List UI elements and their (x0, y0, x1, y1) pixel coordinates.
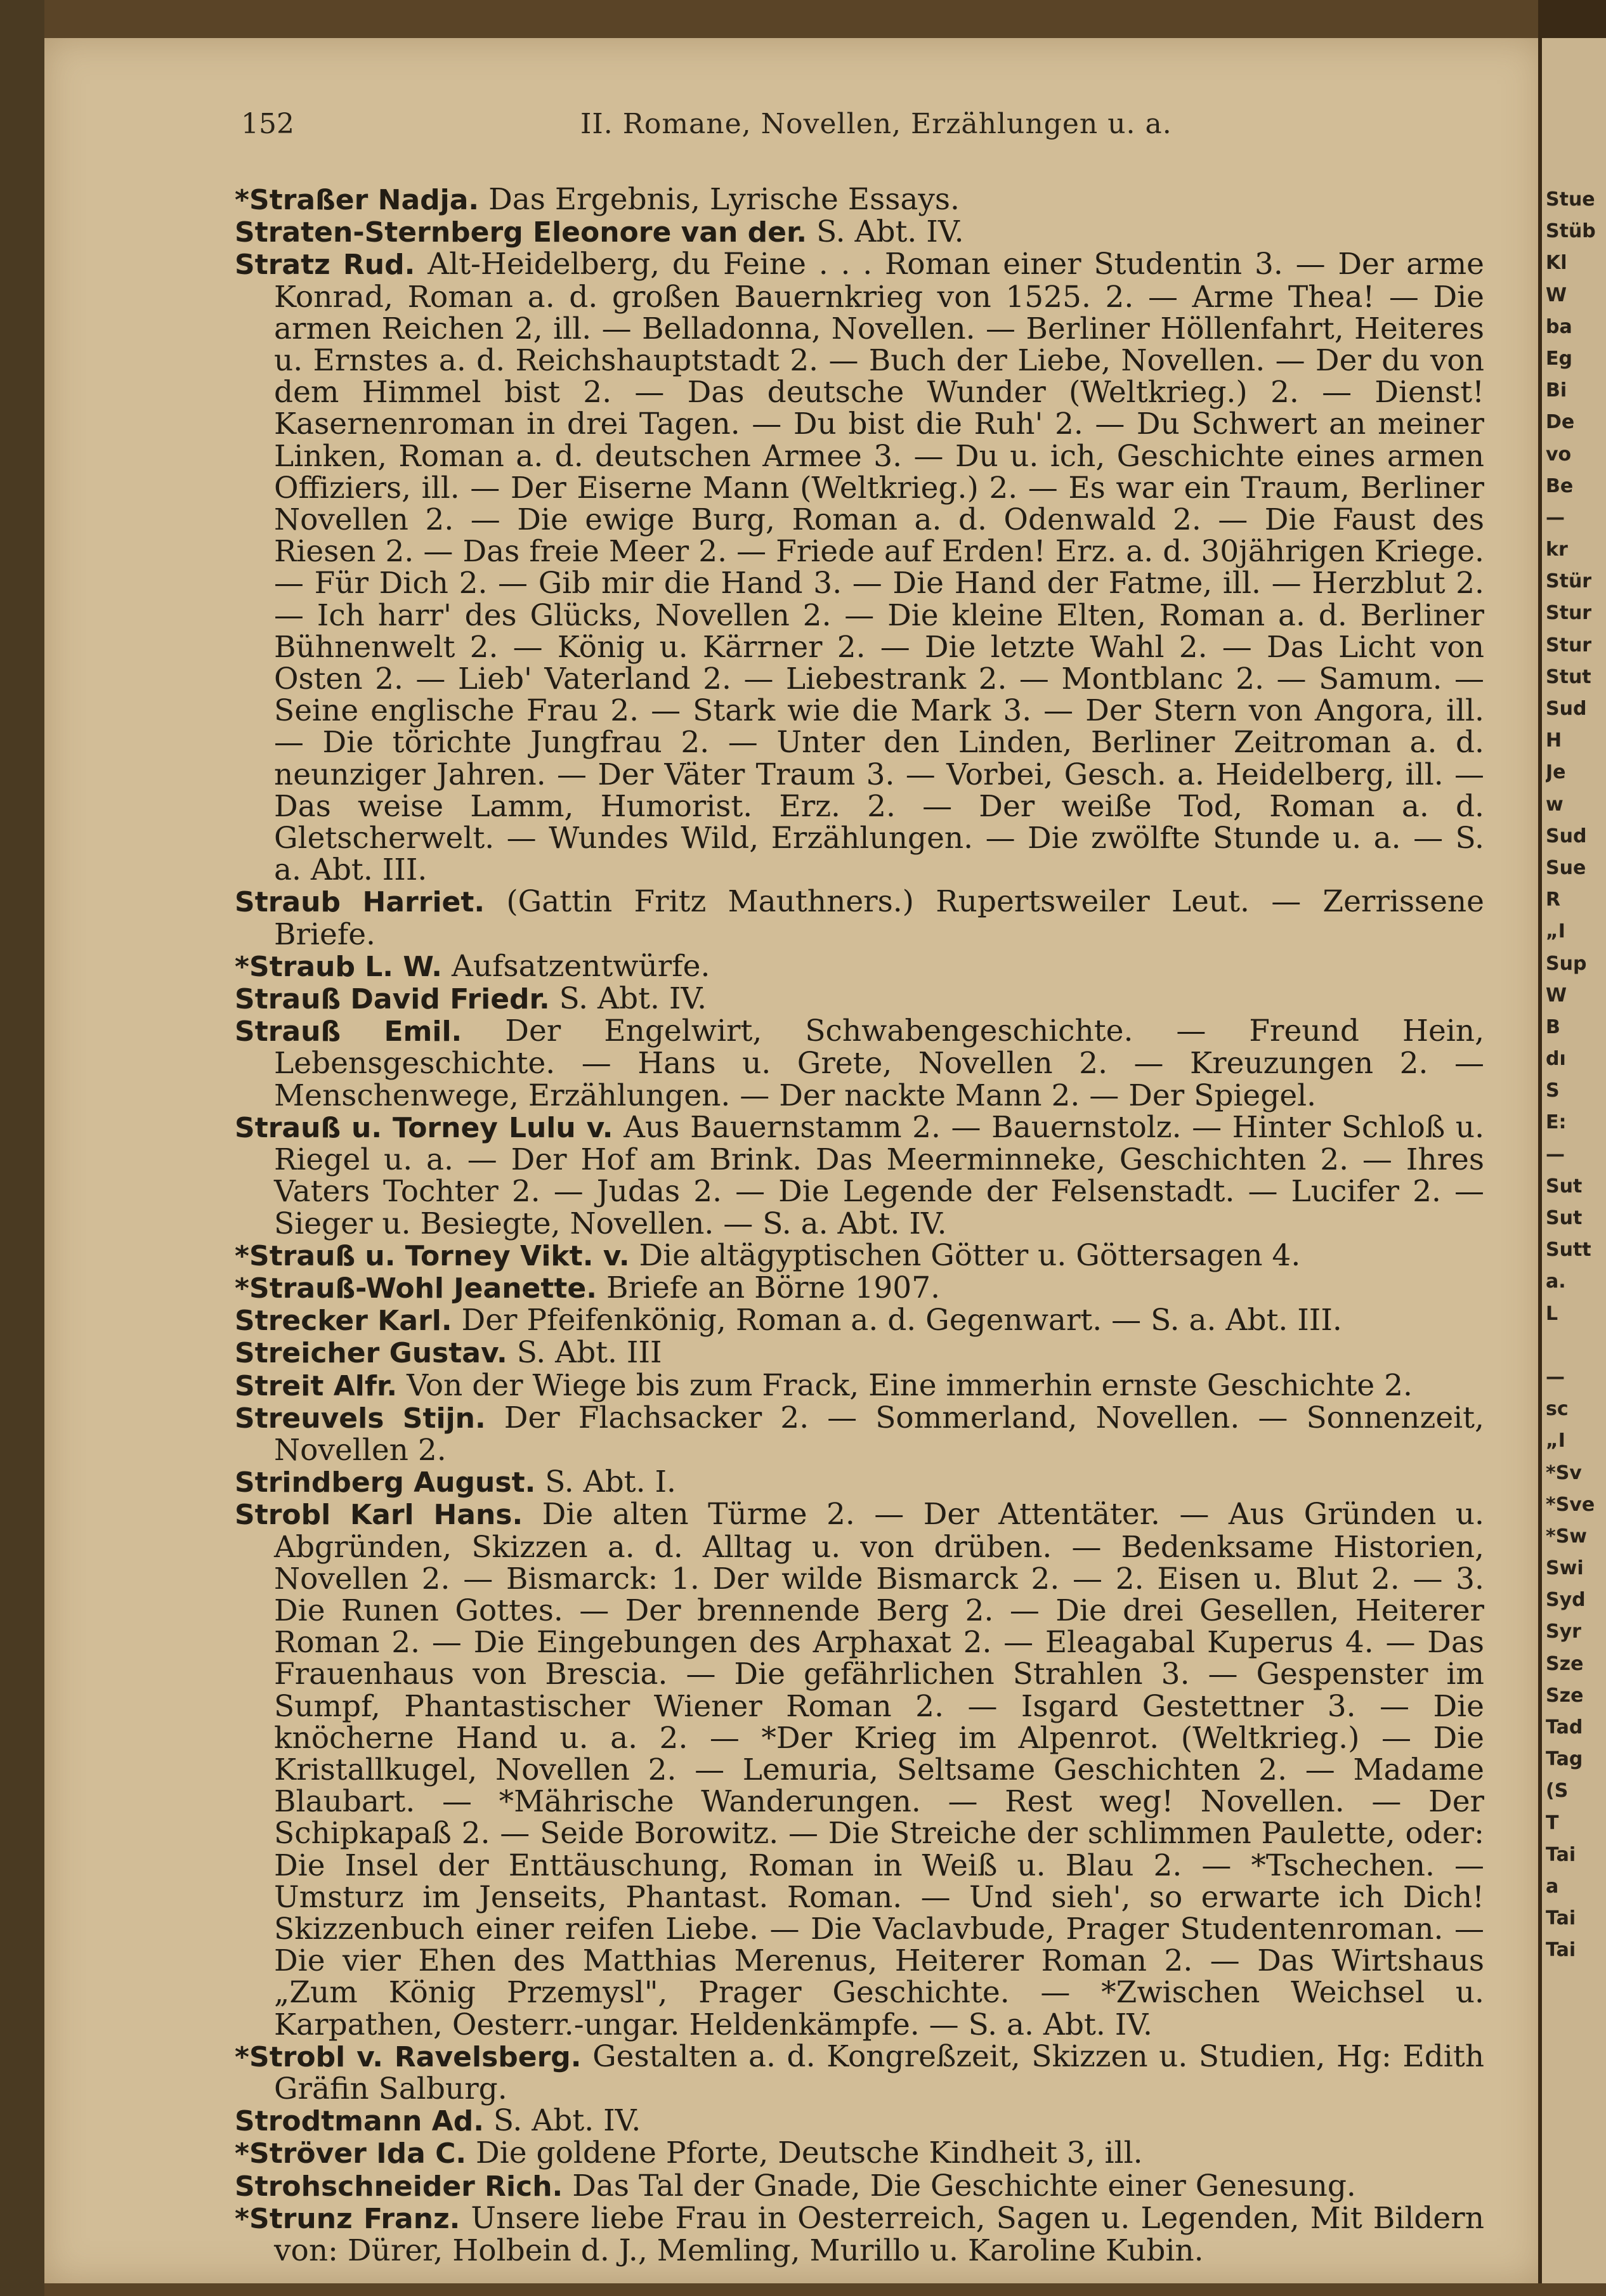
margin-fragment: B (1546, 1015, 1560, 1038)
catalog-entry (235, 1272, 1484, 1305)
margin-fragment: Sze (1546, 1652, 1584, 1675)
author-name: Strecker Karl. (235, 1305, 452, 1338)
author-name: Strauß u. Torney Lulu v. (235, 1111, 613, 1144)
entry-text: Der Flachsacker 2. — Sommerland, Novellen. — Sonnenzeit, Novellen 2. (274, 1400, 1484, 1468)
catalog-entry (235, 2200, 1484, 2268)
margin-fragment: Stur (1546, 634, 1592, 656)
margin-fragment: Sze (1546, 1684, 1584, 1707)
entry-text: Der Engelwirt, Schwabengeschichte. — Freund Hein, Lebensgeschichte. — Hans u. Grete, Novellen 2. — Kreuzungen 2. — Menschenwege, Erzählungen. — Der nackte Mann 2. — Der Spiegel. (274, 1014, 1485, 1113)
catalog-entry (235, 1337, 1484, 1369)
entry-text: S. Abt. IV. (549, 981, 707, 1017)
author-name: *Strauß u. Torney Vikt. v. (235, 1239, 630, 1272)
margin-fragment: „I (1546, 1430, 1565, 1452)
margin-fragment: Syd (1546, 1589, 1586, 1612)
margin-fragment: vo (1546, 443, 1572, 466)
catalog-entry (235, 1109, 1485, 1241)
entry-text: S. Abt. IV. (483, 2103, 641, 2139)
catalog-entry (235, 216, 1484, 249)
margin-fragment: Swi (1546, 1557, 1584, 1580)
margin-fragment: W (1546, 284, 1567, 306)
entry-text: Briefe an Börne 1907. (597, 1270, 941, 1305)
margin-fragment: Je (1546, 761, 1566, 784)
author-name: Strobl Karl Hans. (235, 1499, 523, 1532)
catalog-entry (235, 948, 1484, 984)
catalog-entry (235, 1015, 1484, 1112)
margin-fragment: *Sw (1546, 1525, 1588, 1548)
running-title: II. Romane, Novellen, Erzählungen u. a. (580, 108, 1172, 140)
author-name: *Straßer Nadja. (235, 184, 480, 216)
author-name: Strauß Emil. (235, 1015, 462, 1048)
author-name: Strauß David Friedr. (235, 983, 550, 1016)
author-name: Streit Alfr. (235, 1369, 398, 1402)
entry-text: Unsere liebe Frau in Oesterreich, Sagen u. Legenden, Mit Bildern von: Dürer, Holbein d. J., Memling, Murillo u. Karoline Kubin. (274, 2200, 1484, 2268)
entry-text: Alt-Heidelberg, du Feine . . . Roman einer Studentin 3. — Der arme Konrad, Roman a. d. großen Bauernkrieg von 1525. 2. — Arme Thea! — Die armen Reichen 2, ill. — Belladonna, Novellen. — Berliner Höllenfahrt, Heiteres u. Ernstes a. d. Reichshauptstadt 2. — Buch der Liebe, Novellen. — Der du von dem Himmel bist 2. — Das deutsche Wunder (Weltkrieg.) 2. — Dienst! Kasernenroman in drei Tagen. — Du bist die Ruh' 2. — Du Schwert an meiner Linken, Roman a. d. deutschen Armee 3. — Du u. ich, Geschichte eines armen Offiziers, ill. — Der Eiserne Mann (Weltkrieg.) 2. — Es war ein Traum, Berliner Novellen 2. — Die ewige Burg, Roman a. d. Odenwald 2. — Die Faust des Riesen 2. — Das freie Meer 2. — Friede auf Erden! Erz. a. d. 30jährigen Kriege. — Für Dich 2. — Gib mir die Hand 3. — Die Hand der Fatme, ill. — Herzblut 2. — Ich harr' des Glücks, Novellen 2. — Die kleine Elten, Roman a. d. Berliner Bühnenwelt 2. — König u. Kärrner 2. — Die letzte Wahl 2. — Das Licht von Osten 2. — Lieb' Vaterland 2. — Liebestrank 2. — Montblanc 2. — Samum. — Seine englische Frau 2. — Stark wie die Mark 3. — Der Stern von Angora, ill. — Die törichte Jungfrau 2. — Unter den Linden, Berliner Zeitroman a. d. neunziger Jahren. — Der Väter Traum 3. — Vorbei, Gesch. a. Heidelberg, ill. — Das weise Lamm, Humorist. Erz. 2. — Der weiße Tod, Roman a. d. Gletscherwelt. — Wundes Wild, Erzählungen. — Die zwölfte Stunde u. a. — S. a. Abt. III. (274, 247, 1484, 888)
catalog-entry (235, 249, 1484, 886)
entry-text: S. Abt. IV. (807, 214, 964, 250)
margin-fragment: Stür (1546, 570, 1592, 593)
margin-fragment: Eg (1546, 347, 1572, 370)
page-header (203, 108, 1535, 152)
margin-fragment: Tai (1546, 1939, 1576, 1962)
catalog-entry (235, 2038, 1484, 2106)
author-name: Strindberg August. (235, 1466, 536, 1499)
margin-fragment: dı (1546, 1048, 1566, 1071)
author-name: *Strauß-Wohl Jeanette. (235, 1272, 597, 1305)
next-page-margin-text (1546, 184, 1603, 1967)
entry-text: (Gattin Fritz Mauthners.) Rupertsweiler Leut. — Zerrissene Briefe. (274, 884, 1484, 952)
margin-fragment: w (1546, 793, 1564, 816)
margin-fragment: T (1546, 1811, 1559, 1834)
margin-fragment: Tai (1546, 1907, 1576, 1930)
margin-fragment: W (1546, 984, 1567, 1007)
catalog-entry (235, 1237, 1484, 1273)
catalog-entry (235, 184, 1484, 216)
margin-fragment (1546, 1330, 1603, 1362)
catalog-entry (235, 2105, 1484, 2137)
entry-list (235, 184, 1484, 2267)
margin-fragment: Bi (1546, 379, 1567, 402)
margin-fragment: De (1546, 411, 1575, 434)
author-name: Straub Harriet. (235, 886, 485, 919)
margin-fragment: Sup (1546, 952, 1587, 975)
margin-fragment: L (1546, 1302, 1558, 1325)
margin-fragment: Sud (1546, 825, 1587, 847)
author-name: Stratz Rud. (235, 249, 415, 282)
entry-text: Der Pfeifenkönig, Roman a. d. Gegenwart. — S. a. Abt. III. (452, 1303, 1342, 1338)
margin-fragment: Sut (1546, 1207, 1583, 1229)
margin-fragment: (S (1546, 1780, 1569, 1803)
author-name: Straten-Sternberg Eleonore van der. (235, 216, 807, 249)
catalog-entry (235, 1402, 1484, 1466)
entry-text: Die goldene Pforte, Deutsche Kindheit 3, ill. (466, 2136, 1143, 2171)
author-name: *Ströver Ida C. (235, 2137, 467, 2170)
margin-fragment: Stut (1546, 665, 1591, 688)
catalog-entry (235, 2137, 1484, 2170)
margin-fragment: Stüb (1546, 220, 1596, 243)
margin-fragment: Stur (1546, 602, 1592, 625)
catalog-entry (235, 2170, 1484, 2203)
margin-fragment: S (1546, 1080, 1560, 1102)
entry-text: Aus Bauernstamm 2. — Bauernstolz. — Hinter Schloß u. Riegel u. a. — Der Hof am Brink. Das Meerminneke, Geschichten 2. — Ihres Vaters Tochter 2. — Judas 2. — Die Legende der Felsenstadt. — Lucifer 2. — Sieger u. Besiegte, Novellen. — S. a. Abt. IV. (274, 1109, 1485, 1241)
page-edge-shadow (1538, 0, 1606, 38)
margin-fragment: sc (1546, 1398, 1569, 1421)
catalog-entry (235, 886, 1484, 950)
margin-fragment: kr (1546, 538, 1568, 561)
catalog-entry (235, 983, 1484, 1015)
margin-fragment: Kl (1546, 252, 1567, 275)
entry-text: Gestalten a. d. Kongreßzeit, Skizzen u. Studien, Hg: Edith Gräfin Salburg. (274, 2038, 1484, 2106)
margin-fragment: Sue (1546, 856, 1586, 879)
entry-text: Aufsatzentwürfe. (442, 948, 710, 984)
margin-fragment: *Sv (1546, 1461, 1582, 1484)
margin-fragment: Tai (1546, 1843, 1576, 1866)
margin-fragment: Tad (1546, 1716, 1583, 1738)
margin-fragment: Sut (1546, 1175, 1583, 1197)
entry-text: Das Ergebnis, Lyrische Essays. (479, 182, 960, 217)
page-number: 152 (241, 108, 294, 140)
catalog-entry (235, 1499, 1484, 2040)
margin-fragment: H (1546, 729, 1562, 752)
margin-fragment: a. (1546, 1270, 1566, 1293)
entry-text: S. Abt. III (507, 1335, 662, 1371)
margin-fragment: *Sve (1546, 1493, 1595, 1516)
margin-fragment: Syr (1546, 1621, 1581, 1643)
margin-fragment: R (1546, 889, 1561, 911)
margin-fragment: — (1546, 506, 1565, 529)
entry-text: S. Abt. I. (535, 1464, 676, 1500)
margin-fragment: „I (1546, 920, 1565, 943)
author-name: Streuvels Stijn. (235, 1402, 486, 1435)
margin-fragment: Tag (1546, 1748, 1583, 1771)
author-name: Strodtmann Ad. (235, 2105, 484, 2138)
author-name: *Strobl v. Ravelsberg. (235, 2040, 582, 2073)
margin-fragment: — (1546, 1366, 1565, 1388)
author-name: *Strunz Franz. (235, 2202, 460, 2235)
margin-fragment: ba (1546, 315, 1572, 338)
catalog-entry (235, 1367, 1484, 1403)
margin-fragment: Stue (1546, 188, 1595, 211)
entry-text: Die altägyptischen Götter u. Göttersagen 4. (629, 1237, 1301, 1273)
margin-fragment: Sud (1546, 698, 1587, 720)
margin-fragment: Sutt (1546, 1239, 1591, 1262)
author-name: *Straub L. W. (235, 950, 442, 983)
catalog-entry (235, 1305, 1484, 1337)
author-name: Strohschneider Rich. (235, 2170, 563, 2203)
entry-text: Das Tal der Gnade, Die Geschichte einer Genesung. (563, 2168, 1356, 2203)
margin-fragment: — (1546, 1143, 1565, 1166)
book-gutter (0, 0, 44, 2296)
entry-text: Die alten Türme 2. — Der Attentäter. — Aus Gründen u. Abgründen, Skizzen a. d. Alltag u. von drüben. — Bedenksame Historien, Novellen 2. — Bismarck: 1. Der wilde Bismarck 2. — 2. Eisen u. Blut 2. — 3. Die Runen Gottes. — Der brennende Berg 2. — Die drei Gesellen, Heiterer Roman 2. — Die Eingebungen des Arphaxat 2. — Eleagabal Kuperus 4. — Das Frauenhaus von Brescia. — Die gefährlichen Strahlen 3. — Gespenster im Sumpf, Phantastischer Wiener Roman 2. — Isgard Gestettner 3. — Die knöcherne Hand u. a. 2. — *Der Krieg im Alpenrot. (Weltkrieg.) — Die Kristallkugel, Novellen 2. — Lemuria, Seltsame Geschichten 2. — Madame Blaubart. — *Mährische Wanderungen. — Rest weg! Novellen. — Der Schipkapaß 2. — Seide Borowitz. — Die Streiche der schlimmen Paulette, oder: Die Insel der Enttäuschung, Roman in Weiß u. Blau 2. — *Tschechen. — Umsturz im Jenseits, Phantast. Roman. — Und sieh', so erwarte ich Dich! Skizzenbuch einer reifen Liebe. — Die Vaclavbude, Prager Studentenroman. — Die vier Ehen des Matthias Merenus, Heiterer Roman 2. — Das Wirtshaus „Zum König Przemysl", Prager Geschichte. — *Zwischen Weichsel u. Karpathen, Oesterr.-ungar. Heldenkämpfe. — S. a. Abt. IV. (274, 1497, 1484, 2042)
catalog-entry (235, 1466, 1484, 1499)
margin-fragment: E: (1546, 1111, 1567, 1134)
entry-text: Von der Wiege bis zum Frack, Eine immerhin ernste Geschichte 2. (397, 1367, 1413, 1403)
margin-fragment: a (1546, 1875, 1559, 1898)
author-name: Streicher Gustav. (235, 1337, 507, 1370)
margin-fragment: Be (1546, 474, 1574, 497)
